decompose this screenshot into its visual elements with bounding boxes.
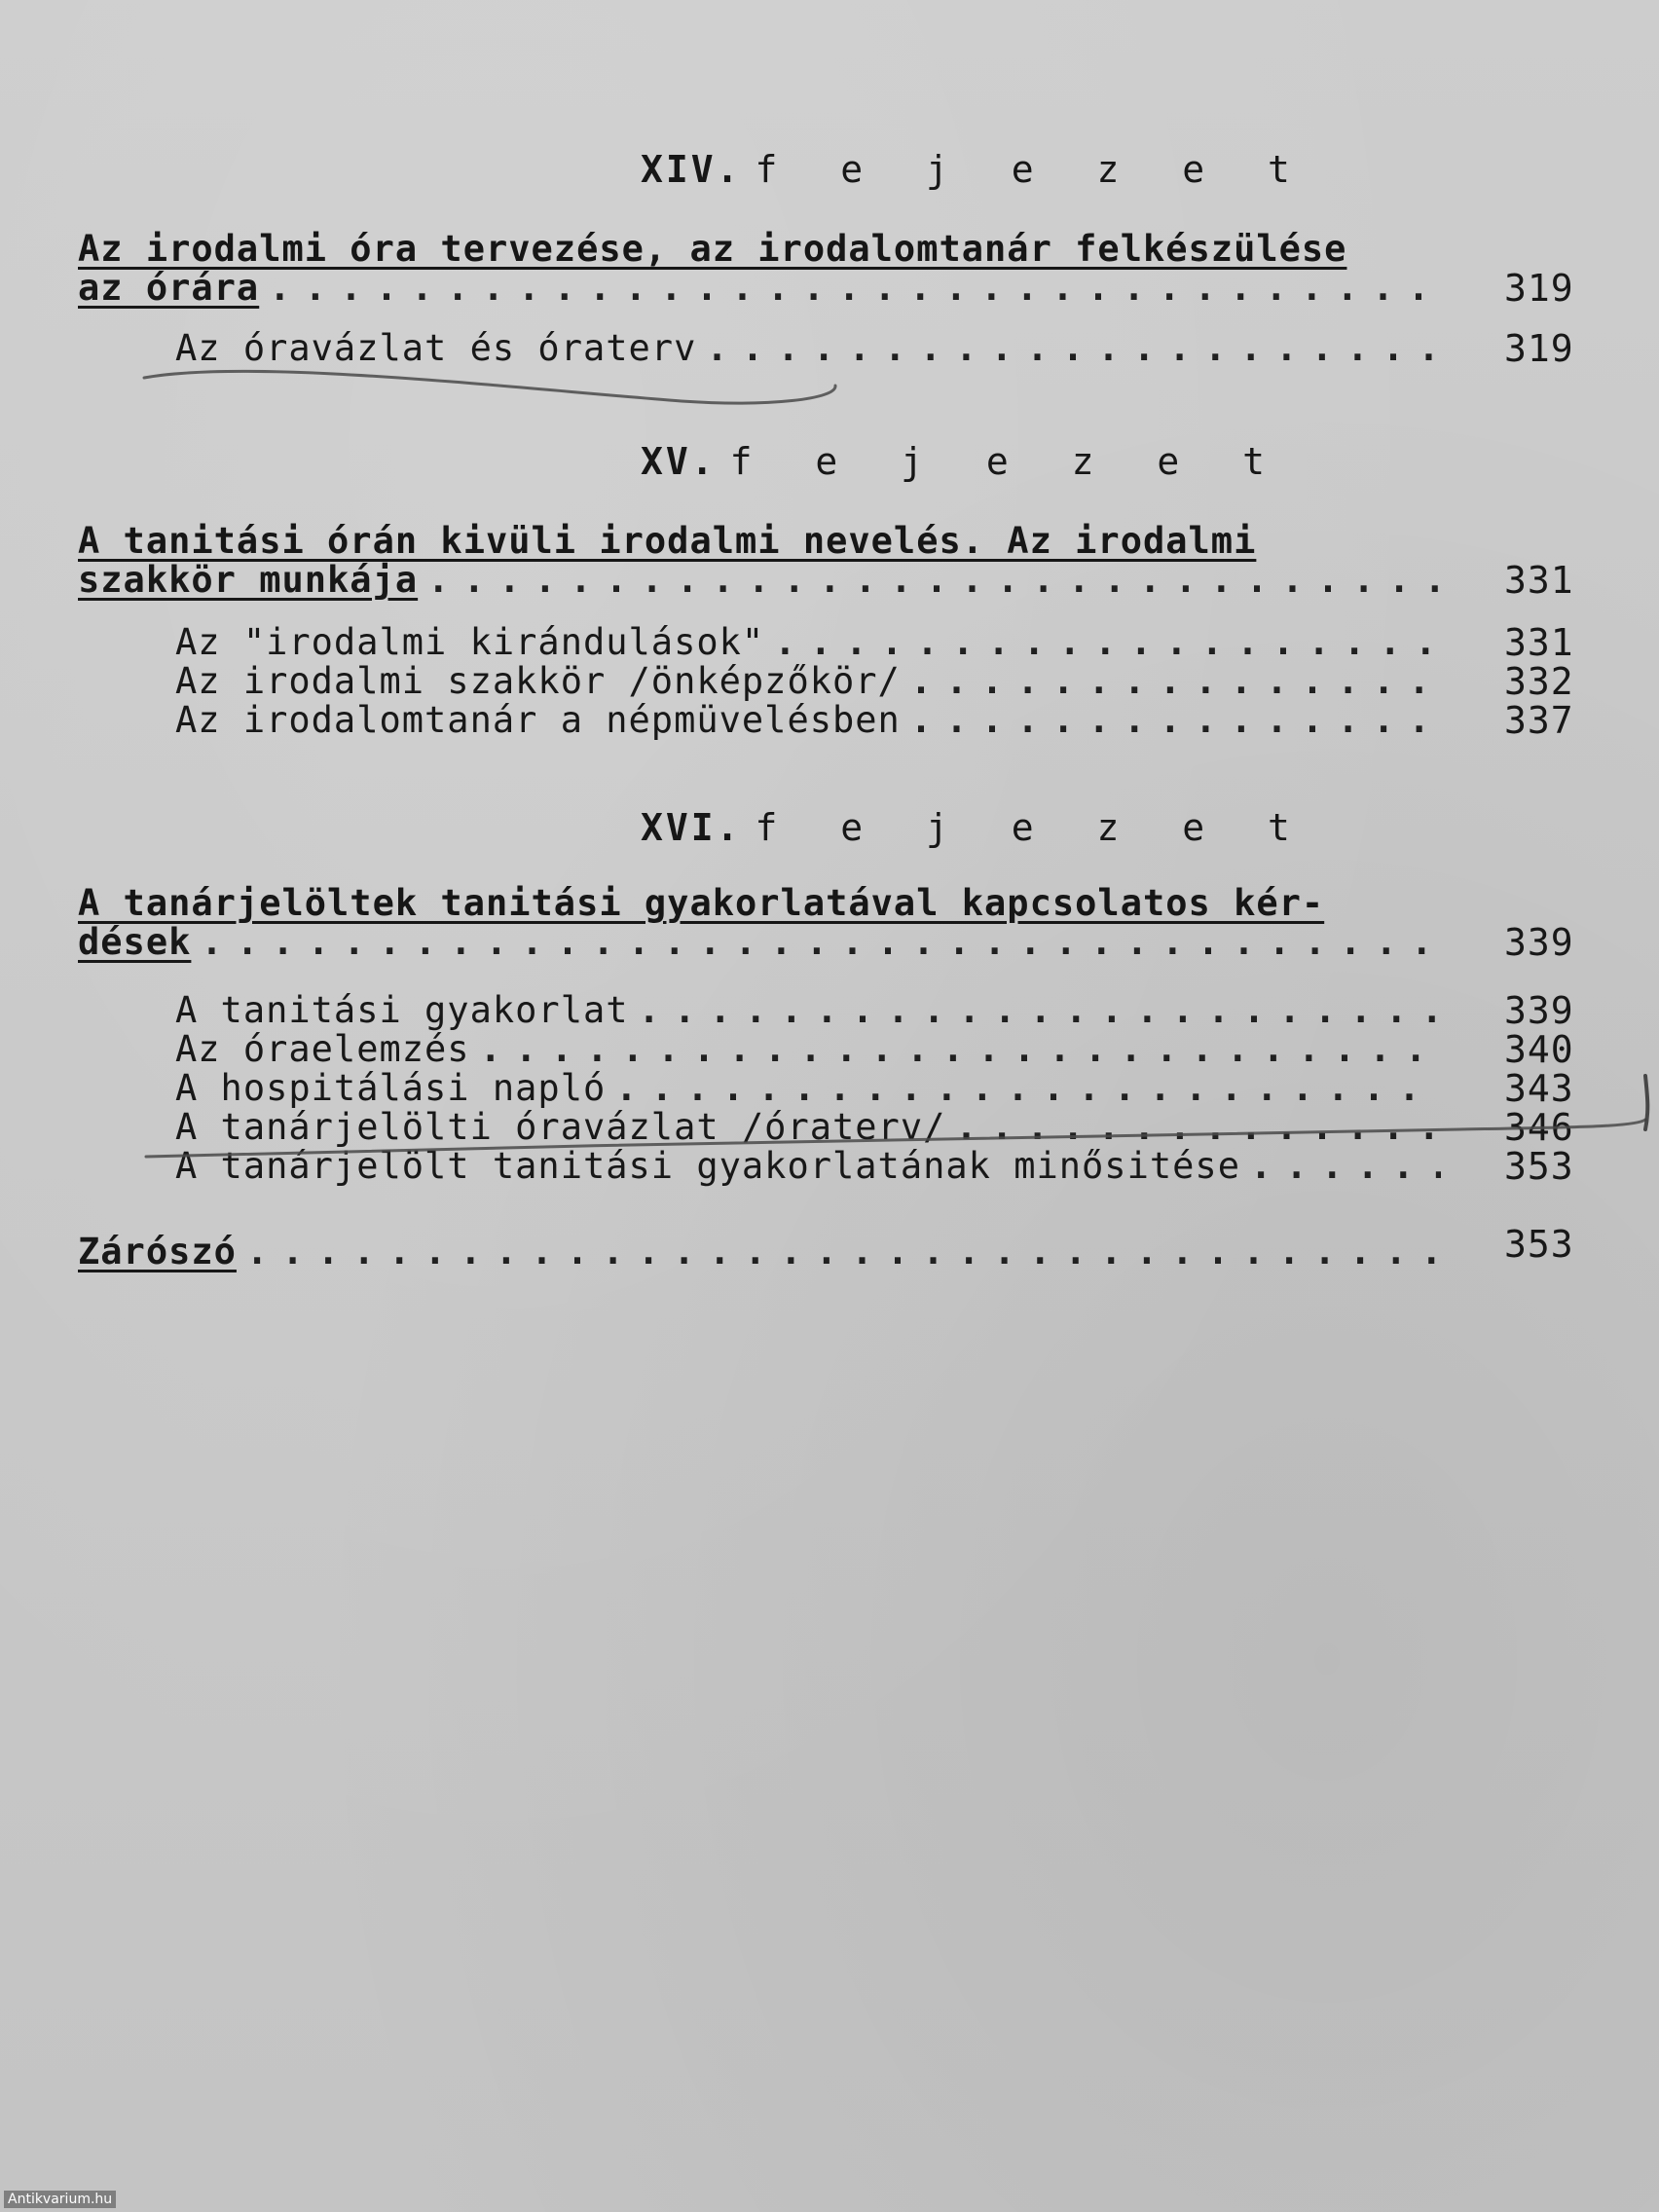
page-number: 331 (1504, 621, 1574, 664)
toc-entry-section[interactable] (175, 1145, 1451, 1188)
page-number: 340 (1504, 1028, 1574, 1071)
page-number: 353 (1504, 1145, 1574, 1188)
toc-entry-section[interactable] (175, 1028, 1451, 1071)
toc-entry-section[interactable] (175, 621, 1451, 664)
toc-entry-chapter-xv[interactable] (78, 559, 1451, 602)
leader-dots (246, 1231, 1441, 1272)
toc-entry-section[interactable] (175, 989, 1451, 1032)
section-title: Az óravázlat és óraterv (175, 327, 697, 369)
chapter-heading-xiv (641, 148, 1308, 191)
page-number: 343 (1504, 1067, 1574, 1110)
toc-entry-chapter-xiv[interactable] (78, 267, 1451, 310)
pencil-stroke-1 (144, 371, 835, 403)
chapter-title-line2: dések (78, 921, 192, 963)
chapter-title-line1[interactable]: Az irodalmi óra tervezése, az irodalomtanár felkészülése (78, 228, 1347, 270)
leader-dots (427, 559, 1441, 601)
chapter-title-line2: szakkör munkája (78, 559, 419, 601)
section-title: A hospitálási napló (175, 1067, 607, 1109)
watermark: Antikvarium.hu (4, 2191, 116, 2208)
page-number: 319 (1504, 267, 1574, 310)
chapter-title-line1[interactable]: A tanárjelöltek tanitási gyakorlatával kapcsolatos kér- (78, 882, 1325, 924)
pencil-stroke-3 (1645, 1076, 1647, 1129)
section-title: Az "irodalmi kirándulások" (175, 621, 765, 663)
chapter-heading-xv (641, 440, 1282, 483)
leader-dots (480, 1028, 1441, 1070)
chapter-title-line1[interactable]: A tanitási órán kivüli irodalmi nevelés. Az irodalmi (78, 520, 1257, 562)
toc-entry-section[interactable] (175, 1067, 1451, 1110)
section-title: Az irodalomtanár a népmüvelésben (175, 699, 901, 741)
page-number: 339 (1504, 921, 1574, 964)
toc-entry-section[interactable] (175, 699, 1451, 742)
chapter-number: XVI. (641, 806, 742, 849)
chapter-heading-xvi (641, 806, 1308, 849)
leader-dots (1250, 1145, 1441, 1187)
closing-title: Zárószó (78, 1231, 237, 1272)
leader-dots (774, 621, 1441, 663)
leader-dots (615, 1067, 1441, 1109)
section-title: A tanitási gyakorlat (175, 989, 629, 1031)
page-number: 331 (1504, 559, 1574, 602)
page-number: 353 (1504, 1223, 1574, 1266)
chapter-word: f e j e z e t (729, 440, 1283, 483)
page-number: 337 (1504, 699, 1574, 742)
chapter-word: f e j e z e t (755, 806, 1308, 849)
page-number: 346 (1504, 1106, 1574, 1149)
toc-entry-section[interactable] (175, 660, 1451, 703)
leader-dots (269, 267, 1441, 309)
section-title: Az óraelemzés (175, 1028, 470, 1070)
leader-dots (910, 660, 1441, 702)
leader-dots (706, 327, 1441, 369)
toc-entry-chapter-xvi[interactable] (78, 921, 1451, 964)
page-number: 332 (1504, 660, 1574, 703)
section-title: A tanárjelölt tanitási gyakorlatának minősitése (175, 1145, 1240, 1187)
chapter-word: f e j e z e t (755, 148, 1308, 191)
leader-dots (639, 989, 1441, 1031)
toc-entry-section[interactable] (175, 1106, 1451, 1149)
page-number: 339 (1504, 989, 1574, 1032)
chapter-number: XV. (641, 440, 717, 483)
chapter-title-line2: az órára (78, 267, 260, 309)
chapter-number: XIV. (641, 148, 742, 191)
leader-dots (910, 699, 1441, 741)
page-number: 319 (1504, 327, 1574, 370)
toc-entry-closing[interactable] (78, 1231, 1451, 1273)
section-title: A tanárjelölti óravázlat /óraterv/ (175, 1106, 946, 1148)
leader-dots (955, 1106, 1441, 1148)
leader-dots (201, 921, 1441, 963)
section-title: Az irodalmi szakkör /önképzőkör/ (175, 660, 901, 702)
toc-entry-section[interactable] (175, 327, 1451, 370)
